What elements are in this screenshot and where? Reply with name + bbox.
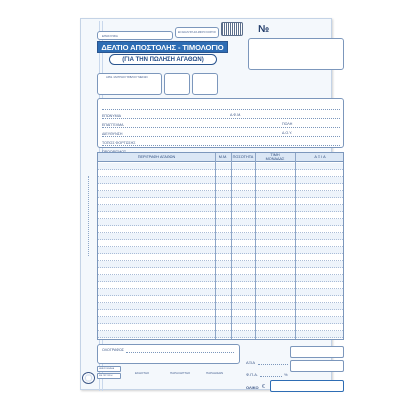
column-divider [215, 153, 216, 339]
table-row[interactable] [98, 198, 343, 205]
stamp-label: ΕΝ ΑΝΑΛΥΣΗ ΔΙΑ ΜΙΚΡΟ ΚΟΣΤΟΣ [178, 31, 216, 34]
table-row[interactable] [98, 177, 343, 184]
column-divider [255, 153, 256, 339]
value-label: ΑΞΙΑ [246, 360, 256, 365]
vat-percent: % [284, 372, 288, 377]
table-row[interactable] [98, 261, 343, 268]
customer-field-3[interactable] [102, 131, 340, 145]
signature-recipient: ΠΑΡΑΛΗΠΤΗΣ [170, 371, 191, 375]
vat-line [260, 376, 282, 377]
table-row[interactable] [98, 205, 343, 212]
table-row[interactable] [98, 184, 343, 191]
column-header-description: ΠΕΡΙΓΡΑΦΗ ΑΓΑΘΩΝ [137, 154, 176, 159]
table-header [98, 153, 343, 162]
table-row[interactable] [98, 303, 343, 310]
table-row[interactable] [98, 219, 343, 226]
side-legal-text [88, 176, 90, 256]
table-row[interactable] [98, 247, 343, 254]
register-box-2 [164, 73, 190, 95]
payment-option-1[interactable] [97, 366, 121, 372]
amount-words-line [126, 352, 234, 353]
field-right-label: Δ.Ο.Υ. [282, 131, 293, 135]
total-label: ΟΛΙΚΟ [246, 385, 259, 390]
table-rows [98, 163, 343, 339]
name-label: ΕΠΩΝΥΜΙΑ [102, 34, 118, 38]
number-box [248, 38, 344, 70]
field-label: ΕΠΑΓΓΕΛΜΑ [102, 123, 124, 127]
items-table [97, 152, 344, 340]
field-label: ΕΠΩΝΥΜΙΑ [102, 114, 122, 118]
table-row[interactable] [98, 324, 343, 331]
column-header-value: Α Ξ Ι Α [314, 154, 326, 159]
amount-words-label: ΟΛΟΓΡΑΦΩΣ [102, 348, 125, 352]
brand-logo [82, 372, 95, 384]
table-row[interactable] [98, 289, 343, 296]
table-row[interactable] [98, 254, 343, 261]
table-row[interactable] [98, 240, 343, 247]
table-row[interactable] [98, 331, 343, 338]
number-label: № [258, 24, 270, 35]
register-box-3 [192, 73, 218, 95]
table-row[interactable] [98, 275, 343, 282]
field-label: ΔΙΕΥΘΥΝΣΗ [102, 132, 123, 136]
table-row[interactable] [98, 212, 343, 219]
total-box[interactable] [270, 380, 344, 392]
payment-option-label: ΜΕ ΠΙΣΤΩΣΗ [99, 375, 113, 377]
column-divider [295, 153, 296, 339]
value-box[interactable] [290, 346, 344, 358]
table-row[interactable] [98, 296, 343, 303]
table-row[interactable] [98, 170, 343, 177]
register-label: ΑΡΙΘ. ΜΗΤΡΩΟΥ ΒΙΒΛΙΟΥ ΜΕΣΩΝ [106, 76, 148, 79]
table-row[interactable] [98, 282, 343, 289]
table-row[interactable] [98, 191, 343, 198]
payment-option-label: ΗΜΕΡΟΜΗΝΙΑ [99, 368, 115, 370]
register-box [97, 73, 162, 95]
vat-label: Φ.Π.Α. [246, 372, 259, 377]
table-row[interactable] [98, 268, 343, 275]
signature-issuer: ΕΚΔΟΤΗΣ [135, 371, 150, 375]
table-row[interactable] [98, 226, 343, 233]
value-line [258, 364, 288, 365]
subtitle-box [109, 54, 217, 65]
field-right-label: ΠΟΛΗ [282, 122, 293, 126]
amount-words-box[interactable] [97, 344, 240, 364]
field-label: ΤΟΠΟΣ ΦΟΡΤΩΣΗΣ [102, 141, 136, 145]
column-divider [231, 153, 232, 339]
title-banner [97, 41, 228, 53]
table-row[interactable] [98, 163, 343, 170]
table-row[interactable] [98, 310, 343, 317]
payment-option-2[interactable] [97, 373, 121, 379]
field-right-label: Α.Φ.Μ. [230, 113, 242, 117]
barcode-graphic [221, 22, 243, 36]
table-row[interactable] [98, 338, 343, 339]
table-row[interactable] [98, 233, 343, 240]
document-title: ΔΕΛΤΙΟ ΑΠΟΣΤΟΛΗΣ - ΤΙΜΟΛΟΓΙΟ [101, 42, 224, 52]
stamp-box [175, 27, 219, 38]
column-header-unit: Μ.Μ. [218, 154, 228, 159]
column-header-quantity: ΠΟΣΟΤΗΤΑ [232, 154, 254, 159]
signature-deliverer: ΠΑΡΑΔΙΔΩΝ [206, 371, 224, 375]
document-subtitle: (ΓΙΑ ΤΗΝ ΠΩΛΗΣΗ ΑΓΑΘΩΝ) [122, 56, 204, 63]
issuer-box [97, 31, 173, 40]
vat-box[interactable] [290, 360, 344, 372]
customer-field-4[interactable] [102, 140, 340, 146]
column-header-unit-price: ΤΙΜΗ ΜΟΝΑΔΑΣ [265, 152, 285, 161]
total-currency: € [262, 384, 265, 390]
customer-box [97, 98, 344, 148]
table-row[interactable] [98, 317, 343, 324]
